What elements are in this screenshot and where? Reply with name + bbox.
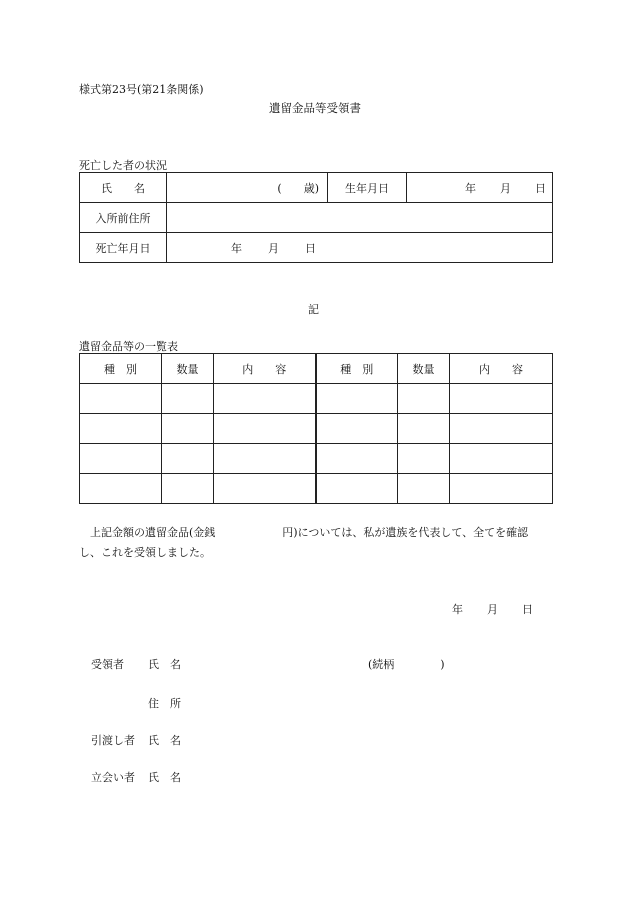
table-cell[interactable] bbox=[398, 474, 450, 504]
dob-year: 年 bbox=[465, 181, 476, 195]
statement-part1: 上記金額の遺留金品(金銭 bbox=[90, 526, 216, 539]
dob-value-cell[interactable] bbox=[407, 173, 553, 203]
sign-month: 月 bbox=[487, 603, 498, 616]
name-label: 氏 名 bbox=[80, 173, 167, 203]
table-cell[interactable] bbox=[398, 414, 450, 444]
relation-field[interactable] bbox=[368, 656, 445, 672]
item-list-table bbox=[79, 353, 553, 504]
sign-day: 日 bbox=[522, 603, 533, 616]
death-year: 年 bbox=[231, 241, 242, 255]
statement-part2: 円)については、私が遺族を代表して、全てを確認し、これを受領しました。 bbox=[79, 526, 529, 559]
table-row bbox=[80, 474, 553, 504]
age-unit: 歳) bbox=[303, 181, 319, 195]
header-contents: 内 容 bbox=[214, 354, 316, 384]
table-cell[interactable] bbox=[80, 384, 162, 414]
witness-name-label: 氏 名 bbox=[148, 771, 181, 784]
table-cell[interactable] bbox=[162, 384, 214, 414]
death-date-value[interactable] bbox=[167, 233, 553, 263]
table-cell[interactable] bbox=[450, 444, 553, 474]
dob-label: 生年月日 bbox=[328, 173, 407, 203]
table-cell[interactable] bbox=[316, 414, 398, 444]
table-cell[interactable] bbox=[214, 384, 316, 414]
header-type: 種 別 bbox=[80, 354, 162, 384]
table-cell[interactable] bbox=[316, 384, 398, 414]
deceased-info-table bbox=[79, 172, 553, 263]
relation-close: ) bbox=[440, 658, 445, 671]
table-row bbox=[80, 173, 553, 203]
table-cell[interactable] bbox=[80, 474, 162, 504]
deceased-section-label: 死亡した者の状況 bbox=[79, 159, 167, 172]
table-row bbox=[80, 233, 553, 263]
table-cell[interactable] bbox=[80, 444, 162, 474]
document-title: 遺留金品等受領書 bbox=[269, 101, 361, 115]
recipient-name-label: 氏 名 bbox=[148, 658, 181, 671]
signature-date bbox=[452, 601, 533, 617]
table-header-row bbox=[80, 354, 553, 384]
table-cell[interactable] bbox=[398, 444, 450, 474]
dob-day: 日 bbox=[535, 181, 546, 195]
death-day: 日 bbox=[305, 241, 316, 255]
age-open-paren: ( bbox=[277, 181, 282, 195]
table-cell[interactable] bbox=[162, 414, 214, 444]
header-type: 種 別 bbox=[316, 354, 398, 384]
header-quantity: 数量 bbox=[398, 354, 450, 384]
table-row bbox=[80, 203, 553, 233]
deliverer-name-label: 氏 名 bbox=[148, 734, 181, 747]
table-cell[interactable] bbox=[450, 384, 553, 414]
table-row bbox=[80, 414, 553, 444]
list-section-label: 遺留金品等の一覧表 bbox=[79, 340, 178, 353]
name-age-cell[interactable] bbox=[167, 173, 328, 203]
header-contents: 内 容 bbox=[450, 354, 553, 384]
table-cell[interactable] bbox=[398, 384, 450, 414]
recipient-address-label: 住 所 bbox=[148, 697, 181, 710]
table-cell[interactable] bbox=[162, 444, 214, 474]
prior-address-value[interactable] bbox=[167, 203, 553, 233]
ki-mark: 記 bbox=[308, 303, 319, 316]
death-month: 月 bbox=[268, 241, 279, 255]
header-quantity: 数量 bbox=[162, 354, 214, 384]
table-cell[interactable] bbox=[316, 474, 398, 504]
sign-year: 年 bbox=[452, 603, 463, 616]
table-cell[interactable] bbox=[214, 414, 316, 444]
deliverer-label: 引渡し者 bbox=[91, 734, 135, 747]
table-cell[interactable] bbox=[214, 444, 316, 474]
statement-paragraph bbox=[79, 523, 549, 563]
death-date-label: 死亡年月日 bbox=[80, 233, 167, 263]
form-number: 様式第23号(第21条関係) bbox=[79, 83, 204, 96]
table-cell[interactable] bbox=[450, 474, 553, 504]
table-cell[interactable] bbox=[80, 414, 162, 444]
relation-open: (続柄 bbox=[368, 658, 395, 671]
recipient-label: 受領者 bbox=[91, 658, 124, 671]
table-cell[interactable] bbox=[214, 474, 316, 504]
table-row bbox=[80, 444, 553, 474]
table-row bbox=[80, 384, 553, 414]
prior-address-label: 入所前住所 bbox=[80, 203, 167, 233]
table-cell[interactable] bbox=[162, 474, 214, 504]
table-cell[interactable] bbox=[450, 414, 553, 444]
table-cell[interactable] bbox=[316, 444, 398, 474]
witness-label: 立会い者 bbox=[91, 771, 135, 784]
dob-month: 月 bbox=[500, 181, 511, 195]
